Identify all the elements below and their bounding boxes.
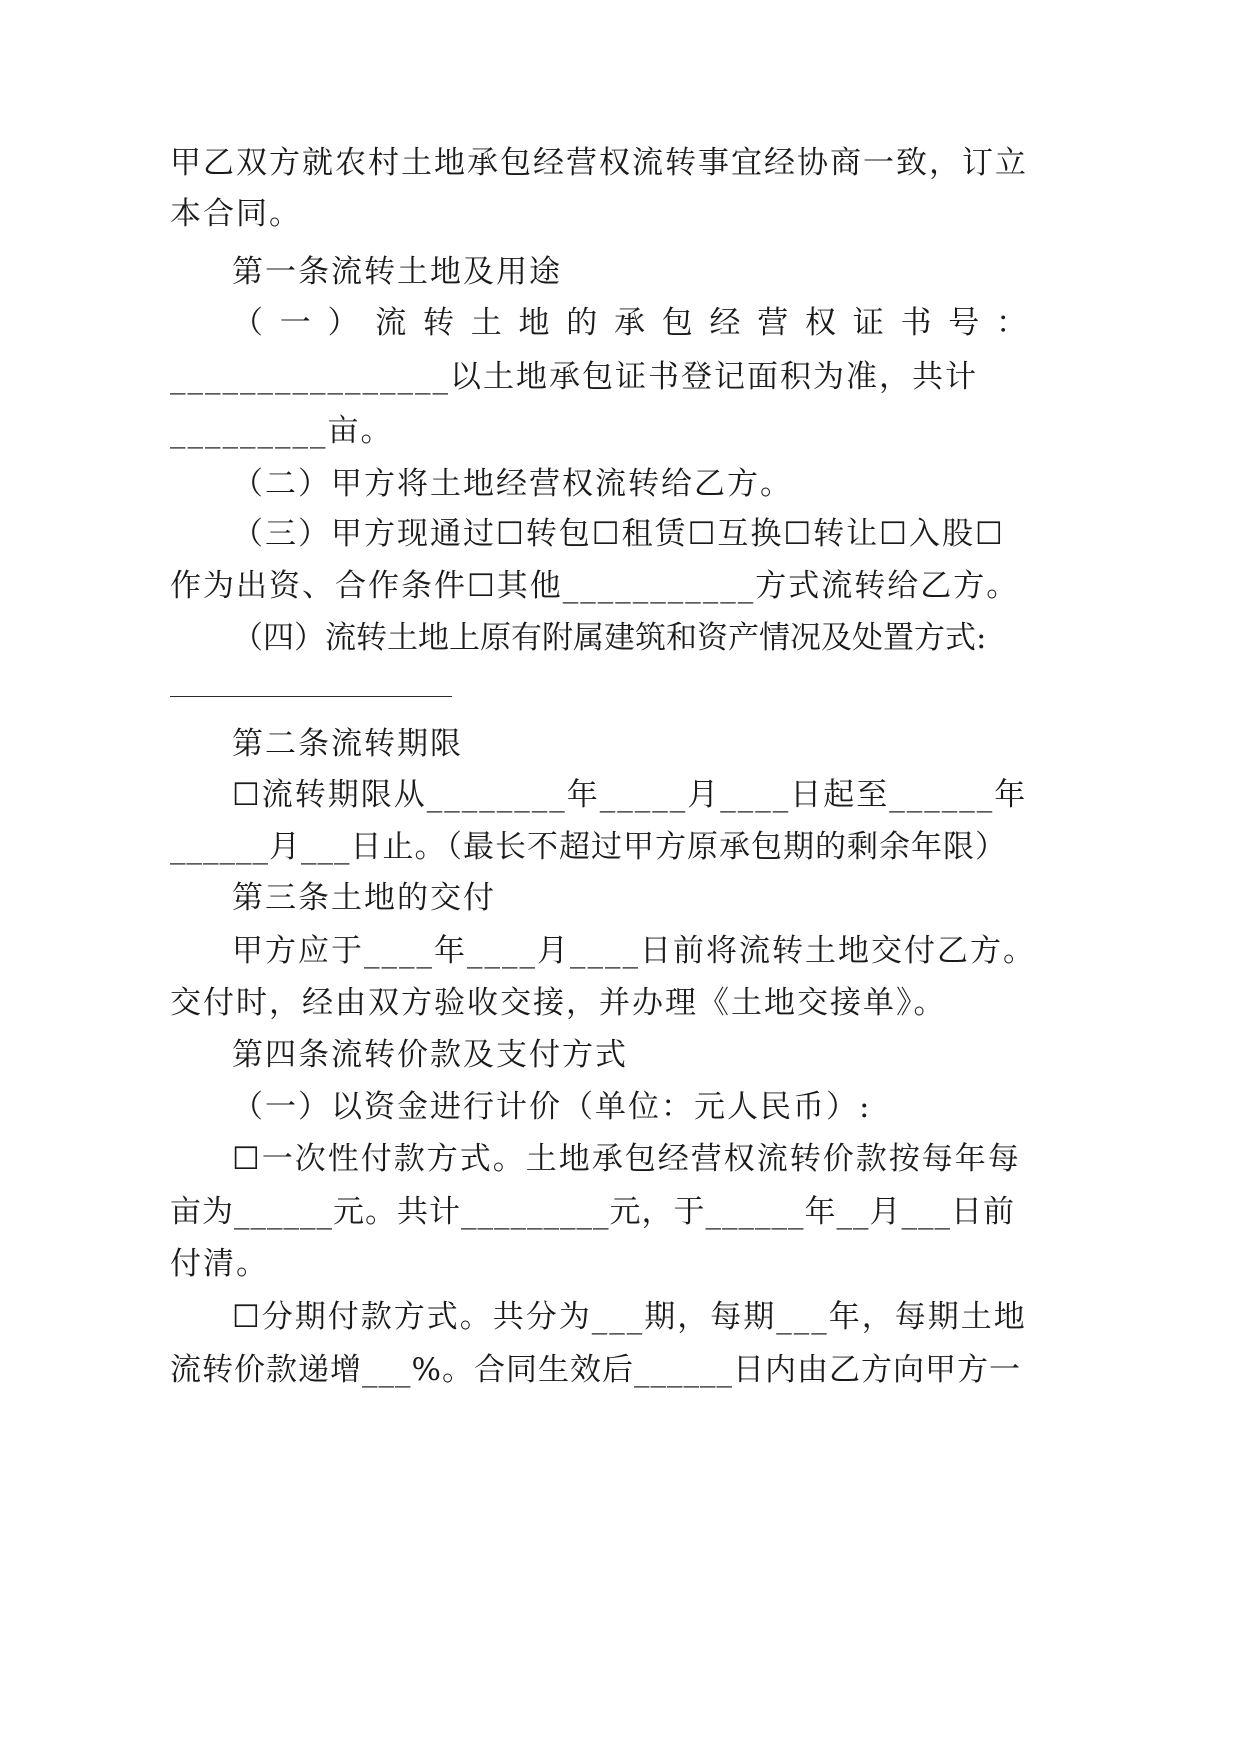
article-1-item-3-line-1: （三）甲方现通过☐转包☐租赁☐互换☐转让☐入股☐: [232, 516, 1005, 552]
spread-char: 的: [566, 305, 598, 341]
lump-sum-line-2: 亩为______元。共计_________元，于______年__月___日前: [170, 1194, 1015, 1230]
spread-char: 号: [948, 305, 980, 341]
article-3-line-1: 甲方应于____年____月____日前将流转土地交付乙方。: [232, 933, 1036, 969]
installment-line-1: ☐分期付款方式。共分为___期，每期___年，每期土地: [232, 1299, 1027, 1335]
spread-char: 承: [614, 305, 645, 341]
article-1-heading: 第一条流转土地及用途: [232, 254, 562, 290]
article-1-item-2: （二）甲方将土地经营权流转给乙方。: [232, 466, 793, 502]
article-3-heading: 第三条土地的交付: [232, 880, 496, 916]
spread-char: 转: [423, 305, 454, 341]
article-1-item-1-line-3: _________亩。: [170, 413, 394, 449]
article-2-heading: 第二条流转期限: [232, 726, 463, 762]
spread-char: 包: [661, 305, 693, 341]
spread-char: ：: [996, 305, 1027, 341]
lump-sum-line-3: 付清。: [170, 1246, 269, 1282]
preamble-line-1: 甲乙双方就农村土地承包经营权流转事宜经协商一致，订立: [170, 145, 1028, 181]
spread-char: 流: [375, 305, 407, 341]
spread-char: 土: [470, 305, 502, 341]
article-1-item-4: （四）流转土地上原有附属建筑和资产情况及处置方式:: [232, 620, 987, 656]
spread-char: 权: [805, 305, 836, 341]
spread-char: （: [232, 305, 263, 341]
spread-char: 书: [900, 305, 932, 341]
article-2-line-1: ☐流转期限从________年_____月____日起至______年: [232, 777, 1028, 813]
spread-char: 一: [279, 305, 311, 341]
article-4-heading: 第四条流转价款及支付方式: [232, 1037, 628, 1073]
spread-char: ）: [327, 305, 359, 341]
installment-line-2: 流转价款递增___%。合同生效后______日内由乙方向甲方一: [170, 1352, 1021, 1388]
article-1-item-3-line-2: 作为出资、合作条件☐其他___________方式流转给乙方。: [170, 568, 1020, 604]
spread-char: 营: [757, 305, 789, 341]
preamble-line-2: 本合同。: [170, 196, 302, 232]
spread-char: 地: [518, 305, 550, 341]
article-1-item-1-line-1: [232, 303, 1027, 343]
lump-sum-line-1: ☐一次性付款方式。土地承包经营权流转价款按每年每: [232, 1141, 1021, 1177]
article-2-line-2: ______月___日止。（最长不超过甲方原承包期的剩余年限）: [170, 829, 1007, 865]
spread-char: 证: [852, 305, 884, 341]
article-3-line-2: 交付时，经由双方验收交接，并办理《土地交接单》。: [170, 985, 947, 1021]
article-4-item-1: （一）以资金进行计价（单位：元人民币）:: [232, 1089, 872, 1125]
spread-char: 经: [709, 305, 741, 341]
article-1-item-4-blank-line: [170, 696, 452, 697]
article-1-item-1-line-2: ________________以土地承包证书登记面积为准，共计: [170, 359, 978, 395]
